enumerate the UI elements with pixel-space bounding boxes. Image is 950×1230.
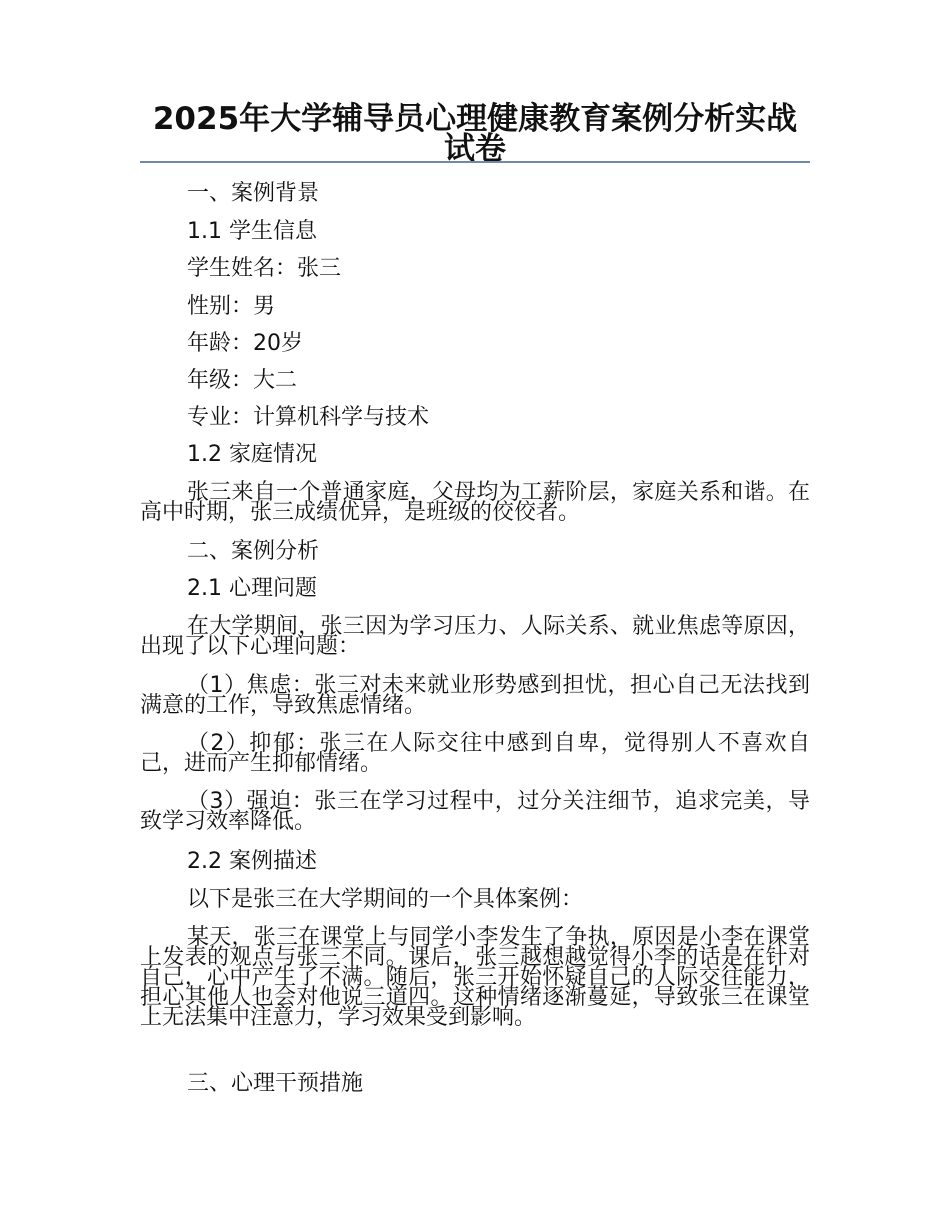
- section-heading-analysis: 二、案例分析: [187, 539, 320, 564]
- problems-intro-paragraph: 在大学期间，张三因为学习压力、人际关系、就业焦虑等原因，出现了以下心理问题：: [140, 614, 810, 659]
- case-intro: 以下是张三在大学期间的一个具体案例：: [187, 887, 584, 912]
- document-title: 2025年大学辅导员心理健康教育案例分析实战试卷: [152, 101, 798, 167]
- subsection-heading-case: 2.2 案例描述: [187, 849, 317, 874]
- problem-anxiety-paragraph: （1）焦虑：张三对未来就业形势感到担忧，担心自己无法找到满意的工作，导致焦虑情绪。: [140, 673, 810, 718]
- student-gender: 性别：男: [187, 294, 276, 319]
- problem-compulsion-paragraph: （3）强迫：张三在学习过程中，过分关注细节，追求完美，导致学习效率降低。: [140, 789, 810, 834]
- section-heading-intervention: 三、心理干预措施: [187, 1071, 364, 1096]
- title-divider: [140, 161, 810, 163]
- student-age: 年龄：20岁: [187, 331, 303, 356]
- section-heading-background: 一、案例背景: [187, 181, 320, 206]
- family-paragraph: 张三来自一个普通家庭，父母均为工薪阶层，家庭关系和谐。在高中时期，张三成绩优异，是班级的佼佼者。: [140, 480, 810, 525]
- case-paragraph: 某天，张三在课堂上与同学小李发生了争执，原因是小李在课堂上发表的观点与张三不同。课后，张三越想越觉得小李的话是在针对自己，心中产生了不满。随后，张三开始怀疑自己的人际交往能力，担心其他人也会对他说三道四。这种情绪逐渐蔓延，导致张三在课堂上无法集中注意力，学习效果受到影响。: [140, 925, 810, 1030]
- student-major: 专业：计算机科学与技术: [187, 405, 430, 430]
- subsection-heading-family: 1.2 家庭情况: [187, 442, 317, 467]
- problem-depression-paragraph: （2）抑郁：张三在人际交往中感到自卑，觉得别人不喜欢自己，进而产生抑郁情绪。: [140, 731, 810, 776]
- subsection-heading-problems: 2.1 心理问题: [187, 576, 317, 601]
- student-grade: 年级：大二: [187, 368, 298, 393]
- subsection-heading-student-info: 1.1 学生信息: [187, 219, 317, 244]
- student-name: 学生姓名：张三: [187, 256, 342, 281]
